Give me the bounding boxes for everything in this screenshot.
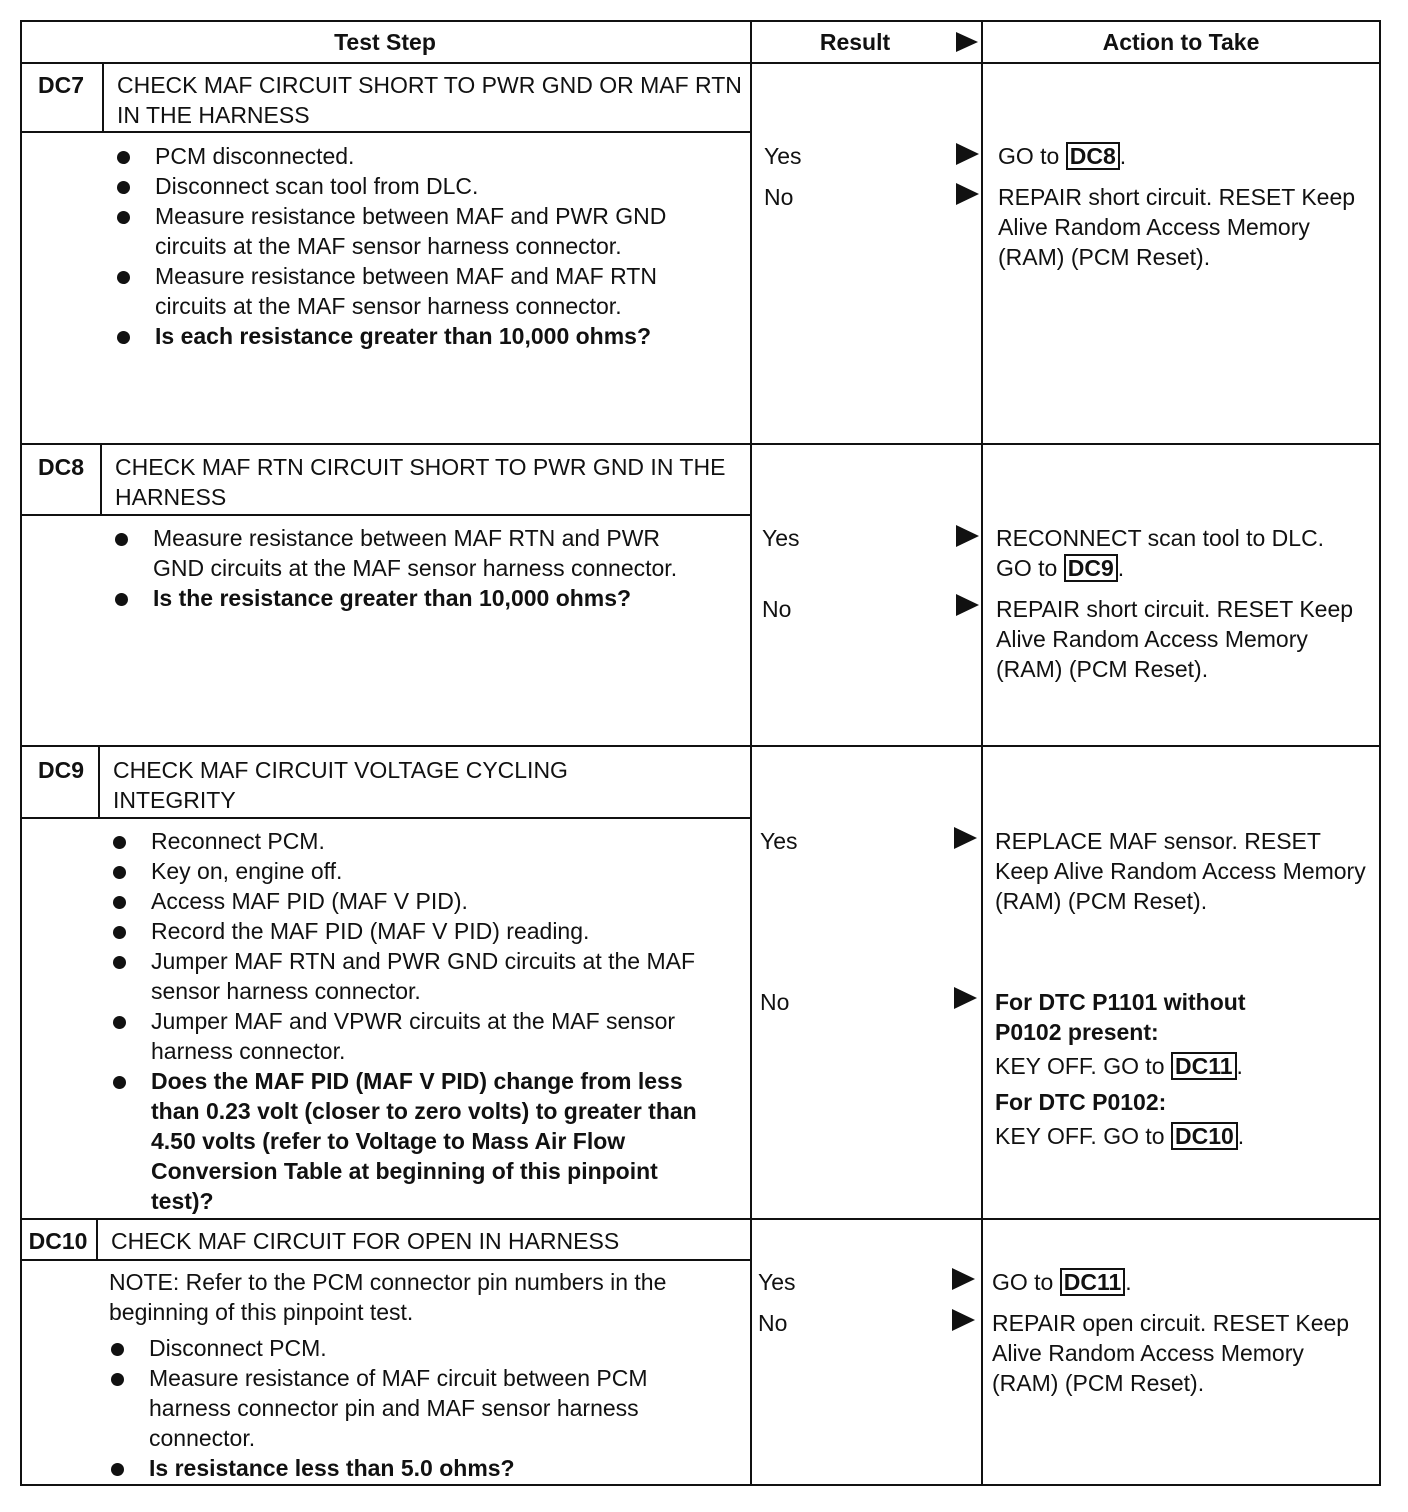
row-divider — [20, 1218, 1379, 1220]
step-reference[interactable]: DC11 — [1060, 1268, 1126, 1296]
step-title-dc10: CHECK MAF CIRCUIT FOR OPEN IN HARNESS — [111, 1228, 620, 1254]
step-reference[interactable]: DC9 — [1064, 554, 1118, 582]
title-divider-dc9 — [20, 817, 751, 819]
action-no-dc9: For DTC P1101 without P0102 present: KEY OFF. GO to DC11 . For DTC P0102: KEY OFF. GO to DC10 . — [995, 989, 1246, 1149]
list-item: Reconnect PCM. — [111, 826, 719, 856]
result-no-dc8: No — [762, 596, 792, 622]
arrow-icon — [954, 987, 977, 1009]
step-title-dc8: CHECK MAF RTN CIRCUIT SHORT TO PWR GND IN THE HARNESS — [115, 454, 726, 510]
action-no-dc10: REPAIR open circuit. RESET Keep Alive Random Access Memory (RAM) (PCM Reset). — [992, 1310, 1350, 1396]
title-divider-dc10 — [20, 1259, 751, 1261]
arrow-icon — [956, 143, 979, 165]
action-no-dc7: REPAIR short circuit. RESET Keep Alive Random Access Memory (RAM) (PCM Reset). — [998, 184, 1356, 270]
step-bullets-dc8 — [113, 523, 713, 613]
list-item: Measure resistance of MAF circuit between PCM harness connector pin and MAF sensor harness connector. — [109, 1363, 709, 1453]
result-no-dc7: No — [764, 184, 794, 210]
list-item: Jumper MAF RTN and PWR GND circuits at the MAF sensor harness connector. — [111, 946, 719, 1006]
result-yes-dc9: Yes — [760, 828, 798, 854]
header-test-step: Test Step — [334, 29, 436, 55]
list-item: Key on, engine off. — [111, 856, 719, 886]
header-result: Result — [819, 29, 891, 55]
arrow-icon — [952, 1268, 975, 1290]
list-item: Disconnect PCM. — [109, 1333, 709, 1363]
step-code-dc8: DC8 — [37, 454, 84, 480]
list-item: Measure resistance between MAF and PWR GND circuits at the MAF sensor harness connector. — [115, 201, 715, 261]
list-item: Disconnect scan tool from DLC. — [115, 171, 715, 201]
title-divider-dc8 — [20, 514, 751, 516]
action-yes-dc9: REPLACE MAF sensor. RESET Keep Alive Random Access Memory (RAM) (PCM Reset). — [995, 828, 1366, 914]
action-no-dc8: REPAIR short circuit. RESET Keep Alive Random Access Memory (RAM) (PCM Reset). — [996, 596, 1354, 682]
arrow-icon — [956, 525, 979, 547]
arrow-icon — [954, 827, 977, 849]
step-question: Is resistance less than 5.0 ohms? — [109, 1453, 709, 1483]
list-item: Access MAF PID (MAF V PID). — [111, 886, 719, 916]
row-divider — [20, 443, 1379, 445]
header-arrow-icon — [956, 32, 978, 52]
list-item: Measure resistance between MAF and MAF RTN circuits at the MAF sensor harness connector. — [115, 261, 715, 321]
result-yes-dc7: Yes — [764, 143, 802, 169]
step-question: Is each resistance greater than 10,000 ohms? — [115, 321, 715, 351]
step-bullets-dc10 — [109, 1333, 709, 1483]
action-yes-dc8: RECONNECT scan tool to DLC. GO to DC9 . — [996, 525, 1325, 581]
column-divider-action — [981, 20, 983, 1484]
code-divider-dc10 — [96, 1218, 98, 1260]
action-yes-dc7: GO to DC8 . — [998, 143, 1127, 169]
result-no-dc10: No — [758, 1310, 788, 1336]
list-item: Measure resistance between MAF RTN and PWR GND circuits at the MAF sensor harness connector. — [113, 523, 713, 583]
step-bullets-dc9 — [111, 826, 719, 1216]
header-action: Action to Take — [1102, 29, 1260, 55]
step-reference[interactable]: DC8 — [1066, 142, 1120, 170]
title-divider-dc7 — [20, 131, 751, 133]
header-divider — [20, 62, 1379, 64]
step-question: Is the resistance greater than 10,000 ohms? — [113, 583, 713, 613]
step-question: Does the MAF PID (MAF V PID) change from less than 0.23 volt (closer to zero volts) to greater than 4.50 volts (refer to Voltage to Mass Air Flow Conversion Table at beginning of this pinpoint test)? — [111, 1066, 719, 1216]
result-yes-dc8: Yes — [762, 525, 800, 551]
pinpoint-test-table — [20, 20, 1380, 1485]
step-reference[interactable]: DC10 — [1171, 1122, 1238, 1150]
step-code-dc10: DC10 — [28, 1228, 88, 1254]
code-divider-dc9 — [98, 745, 100, 818]
code-divider-dc7 — [102, 62, 104, 132]
arrow-icon — [956, 594, 979, 616]
arrow-icon — [952, 1309, 975, 1331]
list-item: Jumper MAF and VPWR circuits at the MAF sensor harness connector. — [111, 1006, 719, 1066]
step-code-dc7: DC7 — [37, 72, 84, 98]
arrow-icon — [956, 183, 979, 205]
action-yes-dc10: GO to DC11 . — [992, 1269, 1132, 1295]
column-divider-result — [750, 20, 752, 1484]
step-reference[interactable]: DC11 — [1171, 1052, 1237, 1080]
row-divider — [20, 745, 1379, 747]
step-title-dc9: CHECK MAF CIRCUIT VOLTAGE CYCLING INTEGRITY — [113, 757, 568, 813]
step-bullets-dc7 — [115, 141, 715, 351]
code-divider-dc8 — [100, 443, 102, 515]
step-title-dc7: CHECK MAF CIRCUIT SHORT TO PWR GND OR MAF RTN IN THE HARNESS — [117, 72, 742, 128]
list-item: PCM disconnected. — [115, 141, 715, 171]
step-note-dc10: NOTE: Refer to the PCM connector pin numbers in the beginning of this pinpoint test. — [109, 1269, 667, 1325]
list-item: Record the MAF PID (MAF V PID) reading. — [111, 916, 719, 946]
step-code-dc9: DC9 — [37, 757, 84, 783]
result-yes-dc10: Yes — [758, 1269, 796, 1295]
result-no-dc9: No — [760, 989, 790, 1015]
